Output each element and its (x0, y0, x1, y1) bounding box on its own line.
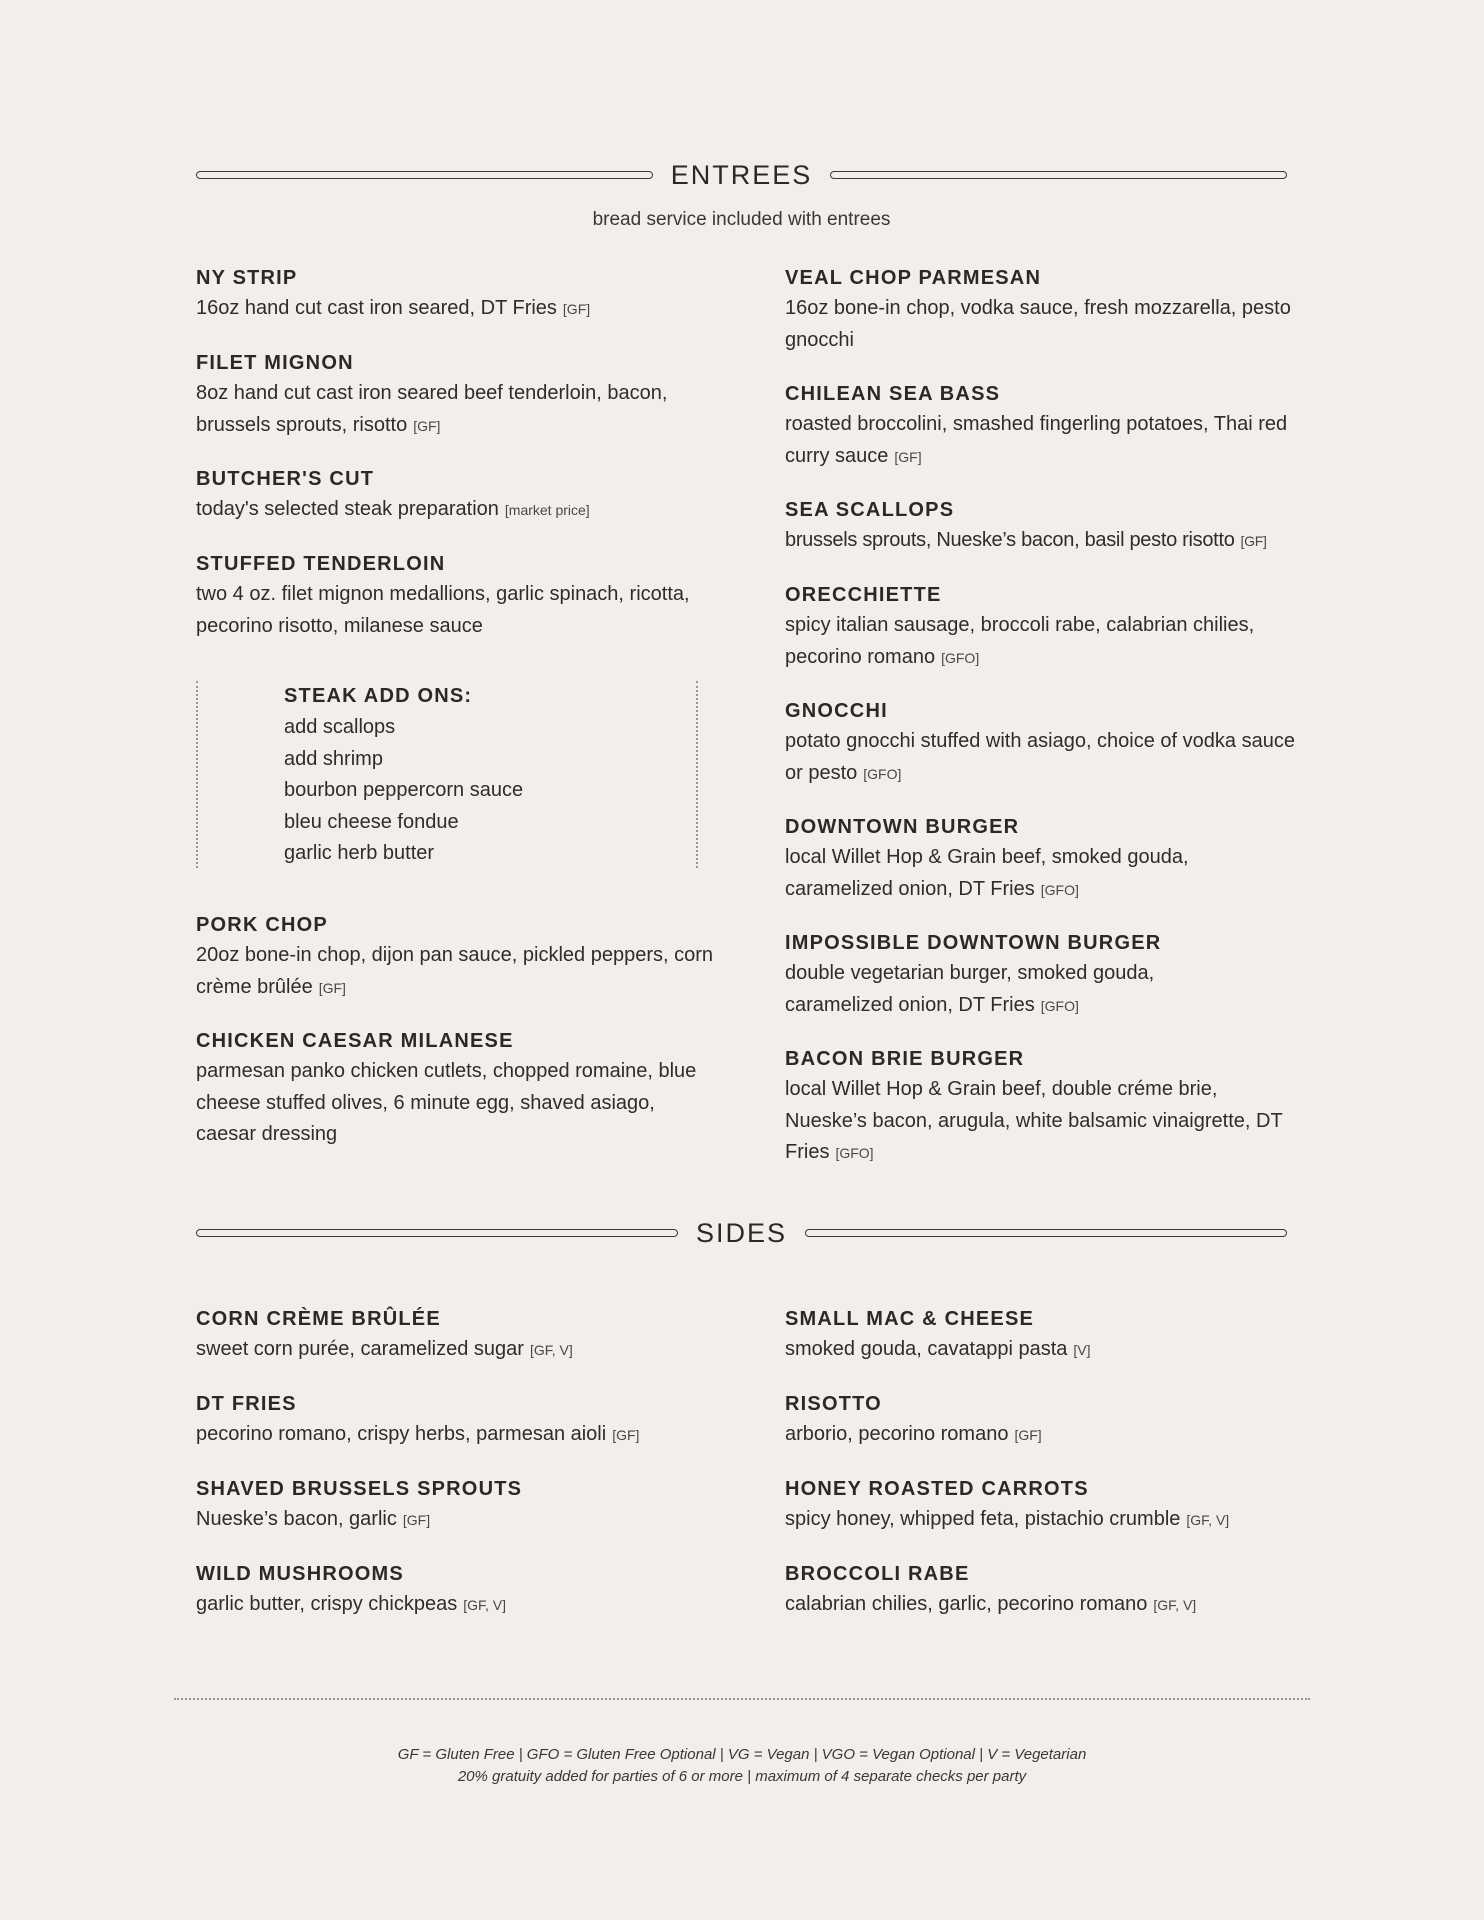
add-ons-title: STEAK ADD ONS: (284, 685, 473, 707)
diet-tag: [GF, V] (529, 1342, 573, 1358)
diet-tag: [GF] (1240, 533, 1267, 549)
item-name: FILET MIGNON (196, 352, 354, 374)
item-description (785, 409, 1295, 473)
menu-item (196, 348, 716, 442)
sides-header (196, 1213, 1287, 1253)
diet-legend: GF = Gluten Free | GFO = Gluten Free Optional | VG = Vegan | VGO = Vegan Optional | V = Vegetarian (397, 1746, 1087, 1763)
entrees-title: ENTREES (670, 159, 813, 190)
item-name: HONEY ROASTED CARROTS (785, 1478, 1089, 1500)
diet-tag: [GFO] (941, 649, 980, 666)
menu-item (785, 379, 1295, 473)
item-description-text: spicy italian sausage, broccoli rabe, calabrian chilies, pecorino romano (785, 614, 1255, 668)
diet-tag: [GFO] (1040, 881, 1079, 898)
item-name: SHAVED BRUSSELS SPROUTS (196, 1478, 523, 1500)
add-on-item: bourbon peppercorn sauce (284, 779, 524, 801)
sides-title: SIDES (695, 1217, 788, 1248)
diet-tag: [GF] (894, 448, 922, 465)
item-name: DOWNTOWN BURGER (785, 816, 1020, 838)
item-description (196, 1334, 716, 1367)
item-description-text: 8oz hand cut cast iron seared beef tenderloin, bacon, brussels sprouts, risotto (196, 382, 668, 436)
item-name: BUTCHER'S CUT (196, 468, 375, 490)
item-description-text: parmesan panko chicken cutlets, chopped romaine, blue cheese stuffed olives, 6 minute egg, shaved asiago, caesar dressing (196, 1060, 697, 1145)
menu-item (785, 1389, 1295, 1452)
header-rule-right (805, 1229, 1287, 1237)
item-description (785, 610, 1295, 674)
item-description-text: double vegetarian burger, smoked gouda, caramelized onion, DT Fries (785, 962, 1155, 1016)
add-on-item: garlic herb butter (284, 842, 435, 864)
diet-tag: [GF] (402, 1512, 431, 1528)
item-name: NY STRIP (196, 267, 298, 289)
diet-tag: [GF, V] (1186, 1512, 1230, 1528)
menu-item (196, 1304, 716, 1367)
item-description-text: local Willet Hop & Grain beef, double créme brie, Nueske’s bacon, arugula, white balsamic vinaigrette, DT Fries (785, 1078, 1283, 1163)
menu-item (196, 1026, 716, 1151)
item-description-text: 16oz bone-in chop, vodka sauce, fresh mozzarella, pesto gnocchi (785, 297, 1291, 351)
steak-add-ons (284, 681, 523, 870)
menu-item (196, 1559, 716, 1622)
menu-item (785, 263, 1295, 356)
item-description (785, 1589, 1295, 1622)
item-description-text: today's selected steak preparation (196, 498, 499, 520)
price-tag: [market price] (504, 502, 590, 518)
item-name: CHILEAN SEA BASS (785, 383, 1001, 405)
diet-tag: [GF] (318, 979, 346, 996)
item-name: BACON BRIE BURGER (785, 1048, 1025, 1070)
item-description (785, 726, 1295, 790)
item-description-text: sweet corn purée, caramelized sugar (196, 1338, 524, 1360)
item-description-text: local Willet Hop & Grain beef, smoked gouda, caramelized onion, DT Fries (785, 846, 1189, 900)
item-name: BROCCOLI RABE (785, 1563, 970, 1585)
menu-item (785, 696, 1295, 790)
diet-tag: [GF] (612, 1427, 640, 1443)
diet-tag: [V] (1073, 1342, 1091, 1358)
item-description-text: Nueske’s bacon, garlic (196, 1508, 397, 1530)
item-description-text: garlic butter, crispy chickpeas (196, 1593, 458, 1615)
item-description (785, 1334, 1295, 1367)
menu-item (196, 1389, 716, 1452)
item-description-text: potato gnocchi stuffed with asiago, choice of vodka sauce or pesto (785, 730, 1295, 784)
item-description (785, 1504, 1295, 1537)
item-description-text: calabrian chilies, garlic, pecorino romano (785, 1593, 1148, 1615)
menu-item (785, 928, 1245, 1022)
menu-item (196, 464, 716, 527)
item-description (196, 378, 716, 442)
item-description (785, 1419, 1295, 1452)
item-description (196, 1419, 716, 1452)
footer-divider (174, 1698, 1310, 1700)
diet-tag: [GF] (1014, 1427, 1042, 1443)
item-name: CORN CRÈME BRÛLÉE (196, 1308, 441, 1330)
menu-item (196, 910, 716, 1004)
add-on-item: add scallops (284, 716, 396, 738)
item-description-text: brussels sprouts, Nueske’s bacon, basil pesto risotto (785, 529, 1235, 551)
menu-item (785, 495, 1305, 558)
item-description (785, 842, 1285, 906)
diet-tag: [GFO] (835, 1145, 874, 1161)
diet-tag: [GF, V] (463, 1597, 507, 1613)
menu-item (785, 812, 1285, 906)
item-name: SMALL MAC & CHEESE (785, 1308, 1035, 1330)
item-name: RISOTTO (785, 1393, 882, 1415)
menu-item (196, 1474, 716, 1537)
item-description-text: pecorino romano, crispy herbs, parmesan aioli (196, 1423, 607, 1445)
item-description (196, 1589, 716, 1622)
diet-tag: [GFO] (1040, 997, 1079, 1014)
menu-item (196, 263, 716, 326)
menu-item (785, 1304, 1295, 1367)
item-description (196, 579, 716, 642)
item-name: GNOCCHI (785, 700, 888, 722)
item-description (196, 1504, 716, 1537)
item-name: IMPOSSIBLE DOWNTOWN BURGER (785, 932, 1162, 954)
header-rule-left (196, 171, 653, 179)
add-on-item: add shrimp (284, 747, 383, 770)
add-on-item: bleu cheese fondue (284, 810, 459, 833)
menu-item (785, 1474, 1295, 1537)
diet-tag: [GFO] (863, 765, 902, 782)
diet-tag: [GF, V] (1153, 1597, 1197, 1613)
item-name: PORK CHOP (196, 914, 328, 936)
item-description-text: smoked gouda, cavatappi pasta (785, 1338, 1068, 1360)
item-description (785, 525, 1305, 558)
item-description-text: 20oz bone-in chop, dijon pan sauce, pickled peppers, corn crème brûlée (196, 944, 714, 998)
menu-item (196, 549, 716, 642)
item-name: VEAL CHOP PARMESAN (785, 267, 1042, 289)
item-description (785, 293, 1295, 356)
gratuity-policy: 20% gratuity added for parties of 6 or more | maximum of 4 separate checks per party (457, 1768, 1027, 1785)
item-name: WILD MUSHROOMS (196, 1563, 404, 1585)
item-description (196, 940, 716, 1004)
item-name: ORECCHIETTE (785, 584, 942, 606)
steak-add-ons-box (196, 681, 698, 868)
item-description (785, 958, 1245, 1022)
header-rule-left (196, 1229, 678, 1237)
menu-item (785, 1044, 1295, 1170)
item-description-text: arborio, pecorino romano (785, 1423, 1009, 1445)
item-description (196, 494, 716, 527)
entrees-subtitle: bread service included with entrees (592, 209, 891, 230)
diet-tag: [GF] (413, 417, 441, 434)
item-name: CHICKEN CAESAR MILANESE (196, 1030, 514, 1052)
header-rule-right (830, 171, 1287, 179)
entrees-header (196, 155, 1287, 195)
item-description-text: spicy honey, whipped feta, pistachio crumble (785, 1508, 1181, 1530)
item-description (196, 293, 716, 326)
item-description (785, 1074, 1295, 1170)
item-name: STUFFED TENDERLOIN (196, 553, 446, 575)
item-name: DT FRIES (196, 1393, 297, 1415)
diet-tag: [GF] (562, 301, 591, 317)
menu-item (785, 1559, 1295, 1622)
item-description (196, 1056, 716, 1151)
item-description-text: two 4 oz. filet mignon medallions, garlic spinach, ricotta, pecorino risotto, milanese sauce (196, 583, 690, 637)
item-name: SEA SCALLOPS (785, 499, 955, 521)
menu-item (785, 580, 1295, 674)
item-description-text: roasted broccolini, smashed fingerling potatoes, Thai red curry sauce (785, 413, 1288, 467)
item-description-text: 16oz hand cut cast iron seared, DT Fries (196, 297, 557, 319)
